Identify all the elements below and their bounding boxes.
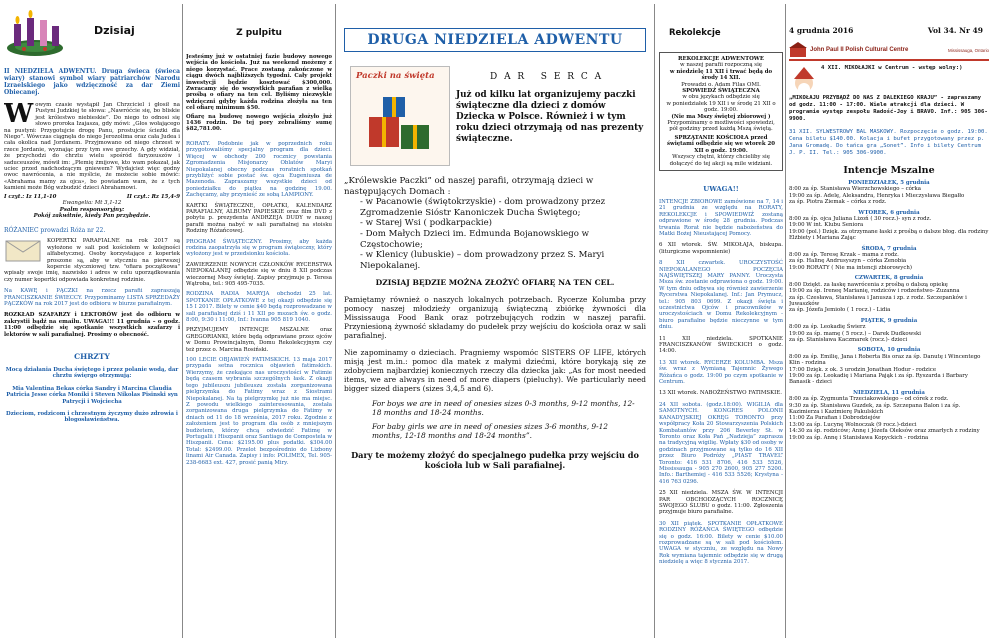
centre-city: Mississauga, Ontario: [948, 47, 989, 53]
issue-title-text: DRUGA NIEDZIELA ADWENTU: [367, 32, 623, 48]
centre-name: John Paul II Polish Cultural Centre: [810, 47, 909, 53]
column-divider: [335, 4, 336, 638]
radio-maryja-note: RODZINA RADIA MARYJA obchodzi 25 lat. SPOTKANIE OPŁATKOWE z tej okazji odbędzie się 15 I 2017. Bilety w cenie $40 będą rozprowadzane w sali parafialnej dziś i 11 XII po mszach św. o godz. 8:00, 9:30 i 11:00, Inf.: Ivanna 905 819 1040.: [186, 291, 332, 324]
rekolekcje-column: [659, 0, 783, 642]
intentions-day: ŚRODA, 7 grudnia: [861, 245, 917, 252]
mass-intentions-note: PRZYJMUJEMY INTENCJE MSZALNE oraz GREGORIANKI, które będą odprawiane przez ojców w Domu Prowincjalnym, Domu Rekolekcyjnym czy też przez o. Marcina Rosiński.: [186, 327, 332, 353]
diapers-text: Nie zapominamy o dzieciach. Pragniemy wspomóc SISTERS OF LIFE, których misją jest m.in.: pomoc dla matek z małymi dziećmi, które borykają się ze zdobyciem najbardziej koniecznych rzeczy dla dziecka jak: „As for most needed items, we are always in need of more diapers (pieluchy). We particularly need bigger sized diapers (sizes 3,4,5 and 6).: [344, 348, 646, 394]
baptisms-names: Mia Valentina Bekas córka Sandry i Marcina Claudia Patricia Jesse córka Moniki i Steven Nikolas Pisinski syn Patrycji i Wojciecha: [6, 385, 178, 405]
center-body: [340, 176, 650, 470]
rekolekcje-box-title: REKOLEKCJE ADWENTOWE: [678, 56, 764, 62]
intentions-title: Intencje Mszalne: [843, 165, 935, 176]
today-header: [4, 0, 180, 62]
box-line-4: SPOWIEDŹ ŚWIĄTECZNA: [682, 88, 760, 95]
advent-lead: II NIEDZIELA ADWENTU. Druga świeca (świeca wiary) stanowi symbol wiary patriarchów Narodu Izraelskiego jako wdzięczność za dar Ziemi Obiecanej.: [4, 68, 180, 96]
box-line-1: w naszej parafii rozpoczną się: [680, 62, 762, 69]
today-column: [4, 0, 180, 642]
boys-needs: For boys we are in need of onesies sizes 0-3 months, 9-12 months, 12-18 months and 18-24 months.: [372, 399, 635, 418]
mass-intention: 19:00 za śp. Ireneę Marianię, rodziców i rodzeństwo- Zuzanna: [789, 288, 960, 295]
home-1: - w Pacanowie (świętokrzyskie) - dom prowadzony przez Zgromadzenie Sióstr Kanoniczek Ducha Świętego;: [360, 197, 606, 218]
event-item-2: 6 XII wtorek. ŚW. MIKOŁAJA, biskupa. (liturgiczne wspomnienie): [659, 242, 783, 255]
dar-serca-block: [340, 66, 650, 176]
reading-second: II czyt.: Rz 15,4-9: [126, 193, 180, 200]
right-column: [789, 0, 989, 642]
mass-intention: 8:00 za śp. ojca Juliana Lizoń ( 30 rocz.)- syn z rodz.: [789, 216, 932, 223]
rekolekcje-title: Rekolekcje: [669, 28, 721, 38]
mass-intention: za śp. Czesława, Stanisława i Janusza i zp. z rodz. Szczepanków i Juwaszków: [789, 294, 967, 307]
intentions-day: CZWARTEK, 8 grudnia: [854, 275, 924, 282]
event-item-7: 24 XII sobota. (godz.18:00). WIGILIA dla SAMOTNYCH. KONGRES POLONII KANADYJSKIEJ OKRĘG TORONTO przy współpracy Koła 20 Stowarzyszenia Polskich Kombatantów przy 206 Beverley St. w Toronto oraz Koła Pań „Nadzieja” zaprasza na tradycyjną wigilię. Wpłaty $30 od osoby w godzinach przyjmowane są tylko do 16 XII przez Biuro Podróży „PIAST TRAVEL” Toronto: 416 531 8706, 416 533 5526, Mississauga - 905 270 2600, 905 277 5200. Info.: Barthemiej - 416 533 5526; Krystyna - 416 763 0296.: [659, 401, 783, 485]
ministers-note: ROZKŁAD SZAFARZY i LEKTORÓW jest do odbioru w zakrystii bądź na emailu. UWAGA!!! 11 grudnia – o godz. 11:00 odbędzie się spotkanie wszystkich szafarzy i lektorów w sali parafialnej. Prosimy o obecność.: [4, 312, 180, 338]
centre-events: [789, 65, 989, 157]
mass-intention: za śp. Piotra Ziemak – córka z rodz.: [789, 199, 887, 206]
gospel-text: [4, 99, 180, 192]
drop-cap: W: [4, 99, 34, 129]
mass-intention: 19:00 za śp. Leokadię i Mariana Pająk i za śp. Ryszarda i Barbary Banasik - dzieci: [789, 372, 968, 386]
mass-intention: 19:00 RORATY ( Nie ma intencji zbiorowych): [789, 264, 912, 271]
box-line-6: w poniedziałek 19 XII i w środę 21 XII o godz. 19:00.: [666, 100, 776, 114]
gift-box-icon: [361, 89, 441, 159]
envelopes-image-icon: [4, 238, 44, 264]
mass-intention: za śp. Stanisława Kaczmarek (rocz.)- dzieci: [789, 336, 908, 343]
issue-title: [344, 28, 646, 52]
intentions-day: PIĄTEK, 9 grudnia: [860, 317, 918, 324]
mass-intention: 19:00 za śp. Annę i Stanisława Kopyckich - rodzina: [789, 434, 929, 441]
mass-intention: 8:00 za śp. Leokadię Świerz: [789, 324, 866, 331]
fatima-note: 100 LECIE OBJAWIEŃ FATIMSKICH. 13 maja 2017 przypada setna rocznica objawień fatimskich. Wierzymy, że czekające nas uroczystości w Fatimie będą czasem wybrania szczególnych łask. Z okazji tego jubileuszu jubileuszu została zorganizowana pielgrzymka do Fatimy wraz z Siostrami Niepokalanej. Na tą pielgrzymkę już nie ma miejsc. Z powodu wielkiego zainteresowania, została zorganizowana druga pielgrzymka do Fatimy w dniach od 11 do 18 września, 2017 roku. Zgodnie z założeniem jest to program dla osób z mniejszym budżetem, którzy chcą odwiedzić Fatimę w Portugalii i Hiszpanii oraz Santiago de Compostela w Hiszpanii. Cena: $2195.00 plus podatki. $304.00 Total: $2499.00. Przelot bezpośrednio do Lizbony linami Air Canada. Zapisy i info: POLIMEX, Tel. 905-238-6683 ext. 427, prosić panią Miry.: [186, 357, 332, 466]
mass-intention: za śp. Józefa Jemioło ( 1 rocz.) - Lidia: [789, 307, 891, 314]
rosary-note: RÓŻANIEC prowadzi Róża nr 22.: [4, 227, 106, 235]
intentions-day: PONIEDZIAŁEK, 5 grudnia: [848, 180, 930, 186]
heart-text: Już od kilku lat organizujemy paczki świąteczne dla dzieci z domów Dziecka w Polsce. Również i w tym roku dzieci otrzymają od nas prezenty świąteczne.: [456, 90, 644, 144]
intentions-day: SOBOTA, 10 grudnia: [857, 347, 921, 354]
girls-needs: For baby girls we are in need of onesies sizes 3-6 months, 9-12 months, 12-18 months and 18-24 months”.: [372, 422, 609, 441]
box-line-9: SPRZĄTANIE KOŚCIOŁA przed świętami odbędzie się we wtorek 20 XII o godz. 19:00.: [667, 134, 775, 154]
centre-event-3: 31 XII. SYLWESTROWY BAL MASKOWY. Rozpoczęcie o godz. 19:00. Cena biletu $140.00. Kolacja i bufet przygotowany przez p. Jana Gromadę. Do tańca gra „Sonet”. Info i bilety Centrum J. P. II. Tel.: 905 306-9900.: [789, 129, 988, 156]
home-4: - w Klenicy (lubuskie) – dom prowadzony przez S. Maryi Niepokalanej.: [360, 250, 605, 271]
centre-event-2: „MIKOŁAJU PRZYBĄDŹ DO NAS Z DALEKIEGO KRAJU” - zapraszamy od godz. 11:00 - 17:00. Wiele atrakcji dla dzieci. W programie występ zespołu Radość-Joy i BRAVO. Inf.: 905 306-9900.: [789, 95, 988, 122]
pulpit-intro: Jesteśmy już w ostatniej fazie budowy nowego wejścia do kościoła. Już na weekend możemy z niego korzystać. Prace zostaną zakończone w ciągu dwóch najbliższych tygodni. Cały projekt inwestycji będzie kosztować $300,000. Zwracamy się do wszystkich parafian z wielką prośbą o ofiary na ten cel. Byliśmy niezwykle wdzięczni gdyby każda rodzina złożyła na ten cel ofiarę minimum $50.: [186, 54, 332, 112]
entrustment-note: ZAWIERZENIE NOWYCH CZŁONKÓW RYCERSTWA NIEPOKALANEJ odbędzie się w dniu 8 XII podczas wieczornej Mszy świętej. Zapisy przyjmuje p. Teresa Wątroba, tel.: 905 495-7035.: [186, 261, 332, 287]
cards-note: KARTKI ŚWIĄTECZNE, OPŁATKI, KALENDARZ PARAFIALNY, ALBUMY PAPIESKIE oraz film DVD z pobytu p. prezydenta ANDRZEJA DUDY w naszej parafii można nabyć w sali parafialnej na stoisku Rodziny Różańcowej.: [186, 202, 332, 235]
gospel-body: owym czasie wystąpił Jan Chrzciciel i głosił na Pustyni Judzkiej te słowa: „Nawróćcie się, bo bliskie jest królestwo niebieskie”. Do niego to odnosi się słowo proroka Izajasza, gdy mówi: „Głos wołającego na pustyni: Przygotujcie drogę Panu, prostujcie ścieżki dla Niego”. Wówczas ciągnęła do niego Jerozolima oraz cała Judea i cała okolica nad Jordanem. Przyjmowano od niego chrzest w rzece Jordanie, wyznając przy tym swe grzechy. A gdy widział, że przychodzi do chrztu wielu spośród faryzeuszów i saduceuszów, mówił im: „Plemię żmijowe, kto wam pokazał, jak uciec przed nadchodzącym gniewem? Wydajcież więc godny owoc nawrócenia, a nie myślcie, że możecie sobie mówić: «Abrahama mamy za ojca», bo powiadam wam, że z tych kamieni może Bóg wzbudzić dzieci Abrahamowi.: [4, 102, 180, 192]
box-line-8: Przypominamy o możliwości spowiedzi, pół godziny przed każdą Mszą świętą.: [667, 120, 775, 133]
column-divider: [785, 4, 786, 638]
mass-intention: 13:00 za śp. Lucynę Wolnoczak (9 rocz.)-dzieci: [789, 421, 917, 428]
local-needs-text: Pamiętamy również o naszych lokalnych potrzebach. Rycerze Kolumba przy pomocy naszej młodzieży organizują świąteczną zbiórkę żywności dla Mississauga Food Bank oraz potrzebujących rodzin w naszej parafii. Przyniesioną żywność składamy do pudełek przy wejściu do kościoła oraz w sali parafialnej.: [344, 295, 646, 341]
coffee-note: Na KAWĘ i PĄCZKI na rzecz parafii zapraszają FRANCISZKANIE ŚWIECCY. Przypominamy LISTA SPRZEDAŻY PĄCZKÓW na rok 2017 jest do odbioru w biurze parafialnym.: [4, 288, 180, 307]
issue-volume: Vol 34. Nr 49: [927, 26, 983, 35]
closing-text: Dary te możemy złożyć do specjalnego pudełka przy wejściu do kościoła lub w Sali parafialnej.: [351, 450, 639, 471]
box-line-7: (Nie ma Mszy świętej zbiorowej ): [671, 113, 771, 120]
centre-event-1: 4 XII. MIKOŁAJKI w Centrum - wstęp wolny:): [821, 65, 963, 71]
event-item-6: 13 XII wtorek. NABOŻEŃSTWO FATIMSKIE.: [659, 390, 782, 397]
baptisms-wish: Dzieciom, rodzicom i chrzestnym życzymy dużo zdrowia i błogosławieństwa.: [6, 411, 178, 424]
home-2: - w Starej Wsi ( podkarpackie): [360, 218, 493, 229]
box-line-2: w niedzielę 11 XII i trwać będą do środy 14 XII.: [669, 68, 773, 82]
gift-card-text: Paczki na święta: [356, 71, 435, 81]
event-item-3: 8 XII czwartek. UROCZYSTOŚĆ NIEPOKALANEGO POCZĘCIA NAJŚWIĘTSZEJ MARY PANNY. Uroczysta Msza św. zostanie odprawiona o godz. 19:00. W tym dniu odbywa się również zawierzenie Rycerstwa Niepokalanej. Inf.: Jan Prymucz, tel.: 905 803 0699. Z okazji święta i uczestnictwa Ojców i pracowników w uroczystościach w Domu Rekolekcyjnym - biuro parafialne będzie nieczynne w tym dniu.: [659, 260, 783, 331]
advent-wreath-icon: [4, 2, 66, 58]
roraty-note: RORATY. Podobnie jak w poprzednich roku przygotowaliśmy specjalny program dla dzieci. Więcej w obchody 200 rocznicy powstania Zgromadzenia Misjonarzy Oblatów Maryi Niepokalanej obecny podczas roratnich spotkań przybliżyć sobie postać św. ojca Eugeniusza de Mazenoda. Zapraszamy wszystkie dzieci od poniedziałku do piątku na godzinę 19.00. Zachęcamy, aby przynieść ze sobą LAMPIONY.: [186, 140, 332, 199]
home-3: - Dom Małych Dzieci im. Edmunda Bojanowskiego w Częstochowie;: [360, 228, 590, 250]
mass-intention: 14:30 za śp. rodziców; Annę i Józefa Oleksów oraz zmarłych z rodziny: [789, 428, 980, 435]
santa-icon: [789, 65, 819, 95]
mass-intention: 8:00 za śp. Stanisława Wierzchowskiego – córka: [789, 186, 921, 193]
box-line-5: w obu językach odbędzie się: [682, 94, 760, 101]
donation-note: DZISIAJ BĘDZIE MOŻNA ZŁOŻYĆ OFIARĘ NA TEN CEL.: [375, 278, 615, 288]
pulpit-title: Z pulpitu: [236, 28, 282, 38]
mass-intention: 19:00 W int. Klubu Seniora: [789, 222, 864, 229]
issue-date: 4 grudnia 2016: [789, 26, 854, 35]
baptisms-prayer: Mocą działania Ducha świętego i przez polanie wodą, dar chrztu święrgo otrzymują:: [5, 367, 179, 380]
intentions-day: WTOREK, 6 grudnia: [858, 209, 920, 216]
event-item-5: 13 XII wtorek. RYCERZE KOLUMBA. Msza św. wraz z Wymianą Tajemnic Żywego Różańca o godz. 19:00 po czym spotkanie w Centrum.: [659, 359, 783, 386]
mass-intention: 8:00 za śp. Teresę Krzak – mama z rodz.: [789, 252, 899, 259]
envelopes-section: [4, 238, 180, 283]
rekolekcje-box: [659, 52, 783, 171]
reading-first: I czyt.: Iz 11,1-10: [4, 193, 57, 200]
centre-banner: [789, 41, 989, 61]
program-note: PROGRAM ŚWIĄTECZNY. Prosimy, aby każda rodzina zaopatrzyła się w program świąteczny, który wyłożony jest w przedsionku kościoła.: [186, 238, 332, 258]
intentions-day: NIEDZIELA, 11 grudnia: [853, 389, 925, 396]
mass-intention: 8:00 za śp. Emilię, Jana i Roberta Bis oraz za śp. Danutę i Wincentego Klin - rodzina: [789, 353, 981, 367]
box-line-3: Prowadzi o. Adam Filas OMI.: [681, 81, 761, 88]
envelopes-text: KOPERTKI PARAFIALNE na rok 2017 są wyłożone w sali pod kościołem w kolejności alfabetycznej. Osoby korzystające z kopertek proszone są, aby w styczniu na pierwszej kopercie styczniowej tzw. "ofiara początkowa" wpisały swoje imię, nazwisko i adres w celu uporządkowania czy numer kopertki odpowiada konkretnej rodzinie.: [4, 238, 180, 283]
intentions-list: [789, 180, 989, 441]
psalm-text: Pokój zakwitnie, kiedy Pan przybędzie.: [33, 212, 151, 219]
today-title: Dzisiaj: [94, 24, 135, 37]
baptisms-title: CHRZTY: [74, 352, 110, 361]
issue-meta: [789, 26, 989, 35]
event-item-1: INTENCJE ZBIOROWE zamówione na 7, 14 i 21 grudnia ze względu na RORATY, REKOLEKCJE i SPOWIEDWIŹ zostaną odprawione w środę 28 grudnia. Podczas trwania Rorat nie będzie nabożeństwa do Matki Bożej Nieustającej Pomocy.: [659, 198, 783, 237]
mass-intention: 19:00 za śp. mamę ( 5 rocz.) – Darek Dudkowski: [789, 330, 921, 337]
mass-intention: 19:00 za śp. Adelę, Aleksandra, Henryka i Mieczysława Biegałło: [789, 192, 965, 199]
psalm-label: Psalm responsoryjny:: [59, 206, 125, 213]
mass-intention: 9:30 za śp. Stanisława Guzdek, za śp. Szczepana Balon i za śp. Kazimierza i Kazimierę Pakulskich: [789, 402, 961, 415]
gospel-ref: Ewangelia: Mt 3,1-12: [62, 200, 122, 207]
pulpit-column: [186, 0, 332, 642]
column-divider: [654, 4, 655, 638]
pulpit-tally: Ofiarę na budowę nowego wejścia złożyło już 1436 rodzin. Do tej pory zebraliśmy sumę $82,781.00.: [186, 113, 332, 133]
mass-intention: 8:00 za śp. Zygmunta Trzeciakowskiego – od córek z rodz.: [789, 396, 949, 403]
cultural-centre-logo-icon: [789, 42, 807, 58]
event-item-8: 25 XII niedziela. MSZA ŚW. W INTENCJI PAR OBCHODZĄCYCH ROCZNICĘ SWOJEGO ŚLUBU o godz. 11:00. Zgłoszenia przyjmuje biuro parafialne.: [659, 490, 783, 516]
mass-intention: 19:00 (pol.) Dzięk. za otrzymane łaski z prośbą o dalsze błog. dla rodziny Elżbiety i Mariana Zając: [789, 228, 989, 242]
center-column: [340, 0, 650, 642]
mass-intention: 17:00 Dzięk. z ok. 3 urodzin Jonathan Hodur - rodzice: [789, 366, 937, 373]
event-item-4: 11 XII niedziela. SPOTKANIE FRANCISZKANÓW ŚWIECKICH o godz. 14:00.: [659, 335, 783, 355]
mass-intention: za śp. Halinę Andrusyszyn – córka Zenobia: [789, 258, 907, 265]
gift-card: [350, 66, 450, 166]
mass-intention: 11:00 Za Parafian i Dobrodziejów: [789, 415, 881, 422]
column-divider: [182, 4, 183, 638]
krolewskie-text: „Królewskie Paczki” od naszej parafii, otrzymają dzieci w następujących Domach :: [344, 176, 594, 197]
uwaga-title: UWAGA!!: [703, 184, 739, 193]
mass-intention: 8:00 Dziękt. za łaskę nawrócenia z prośbą o dalszą opiekę: [789, 281, 948, 288]
box-line-10: Wszyscy chętni, którzy chcieliby się dołączyć do tej akcji są mile widziani.: [669, 154, 773, 167]
dar-serca-title: D A R S E R C A: [490, 72, 604, 82]
event-item-9: 30 XII piątek. SPOTKANIE OPŁATKOWE RODZINY RÓŻAŃCA ŚWIĘTEGO odbędzie się o godz. 16:00. Bilety w cenie $10.00 rozprowadzane są w sali pod kościołem. UWAGA w styczniu, ze względu na Nowy Rok wymiana tajemnic odbędzie się w drugą niedzielę a więc 8 stycznia 2017.: [659, 520, 783, 566]
